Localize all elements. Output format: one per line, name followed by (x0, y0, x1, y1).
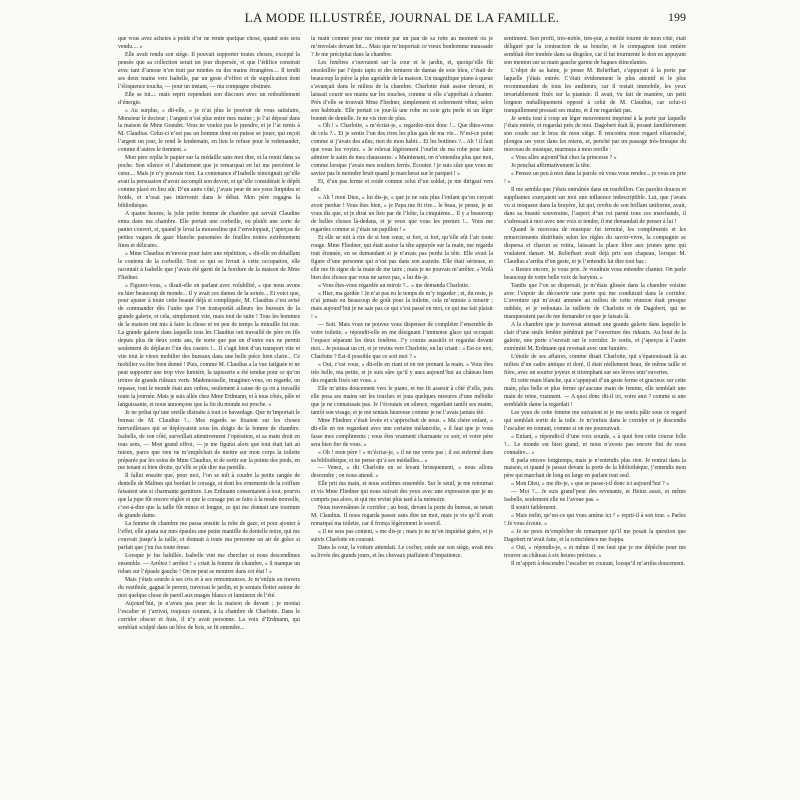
paragraph: — Venez, » dit Charlotte en se levant brusquement, « nous allons descendre ; on nous attend. » (311, 465, 493, 480)
column-left (118, 36, 300, 788)
column-right (504, 36, 686, 788)
paragraph: « Vous êtes-vous regardée au miroir ?... » me demanda Charlotte. (318, 282, 470, 289)
paragraph: Elle prit ma main, et nous sortîmes ensemble. Sur le seuil, je me retournai et vis Mme Fliedner qui nous suivait des yeux avec une expression que je ne compris pas alors, et qui me revint plus tard à la mémoire. (311, 481, 493, 504)
paragraph: « Hier, ma gardée ! Je n’ai pas eu le temps de m’y regarder ; et, du reste, je n’ai jamais eu beaucoup de goût pour la toilette, cela m’ennuie à mourir ; mais aujourd’hui je ne sais pas ce qui s’est passé en moi, ce qui me fait plaisir ! » (311, 290, 493, 321)
paragraph: « Au surplus, » dit-elle, « je n’ai plus le pouvoir de vous satisfaire, Monsieur le docteur ; l’argent n’est plus entre mes mains ; je l’ai déposé dans la maison de Mme Grandet. Vous ne voulez pas le prendre, et je l’ai remis à M. Claudius. Celui-ci n’est pas un homme dont on puisse se jouer, qui reçoit l’argent un jour, le rend le lendemain, en lieu le refuse pour le redemander, comme d’autres le tiennent. » (118, 107, 300, 154)
paragraph: la main comme pour me retenir par un pan de sa robe au moment où je m’envolais devant lui.... Mais que m’importait ce vieux bonhomme maussade ? Je me précipitai dans la chambre. (311, 36, 493, 58)
paragraph: Aujourd’hui, je n’avais pas peur de la maison de devant ; je montai l’escalier et j’arrivai, toujours courant, à la chambre de Charlotte. Dans le corridor obscur et frais, il n’y avait personne. La voix d’Erdmann, qui semblait sculpté dans un bloc de bois, se fit entendre... (118, 600, 300, 631)
paragraph: Elle avait rendu son siége. Il pouvait supporter toutes choses, excepté la pensée que sa collection serait un jour dispersée, et que l’édifice construit avec tant d’amour n’en trait par miettes ou des mains étrangères.... Il tendit ses deux mains vers Isabelle, par un geste d’effroi et de supplication dont l’éloquence toucha, — pour un instant, — ma compagne obstinée. (118, 51, 300, 90)
paragraph: « Je ne peux m’empêcher de remarquer qu’il me posait la question que Dagobert m’avait faite, et la coïncidence me frappa. (504, 529, 686, 544)
page-number: 199 (668, 10, 686, 24)
paragraph: Les yeux de cette femme me suivaient et je me sentis pâlir sous ce regard qui semblait sortir de la toile. Je m’enfuis dans le corridor et je descendis l’escalier en courant, comme si on me poursuivait. (504, 409, 686, 432)
paragraph: « Mais enfin, qu’est-ce qui vous amène ici ? » reprit-il à son tour. « Parlez ! Je vous écoute. » (504, 513, 686, 528)
paragraph: « Enfant, » répondit-il d’une voix sourde, « à quoi bon cette course folle ?... Le monde est bien grand, et nous n’avons pas encore fini de nous connaître... » (504, 433, 686, 456)
paragraph: « Pensez un peu à moi dans la parole où vous vous rendez... je vous en prie ! » (504, 171, 686, 186)
paragraph: « Oh ! mon père ! » m’écriai-je, « il ne me verra pas ; il est enfermé dans sa bibliothèque, et ne pense qu’à ses médailles... » (311, 449, 493, 464)
paragraph: La femme de chambre me passa ensuite la robe de gaze, et pour ajouter à l’effet, elle ajusta sur mes épaules une petite mantille de dentelle noire, qui me couvrait jusqu’à la taille, et donnait à toute ma personne un air de grâce si parfait que j’en fus toute émue. (118, 521, 300, 551)
paragraph: Mais j’étais sourde à ses cris et à ses remontrances. Je m’enfuis au travers du vestibule, gagnai le perron, traversai le jardin, et je sentais flotter autour de moi quelque chose de pareil aux nuages blancs et lumineux de l’été. (118, 576, 300, 599)
paragraph: Quand le morceau de musique fut terminé, les compliments et les remerciements distribués selon les règles du savoir-vivre, la compagnie se dispersa et chacun se retira, laissant la place libre aux jeunes gens qui voulaient danser. M. Reliefbart avait déjà pris son chapeau, lorsque M. Claudius s’arrêta d’un geste, et je l’entendis lui dire tout bas : (504, 226, 686, 265)
paragraph: « Il ne sera pas content, » me dis-je ; mais je ne m’en inquiétai guère, et je suivis Charlotte en courant. (311, 529, 493, 544)
paragraph: Mme Fliedner s’était levée et s’approchait de nous. « Ma chère enfant, » dit-elle en me regardant avec une certaine mélancolie, « il faut que je vous fasse mes compliments ; vous êtes vraiment charmante ce soir, et votre père sera bien fier de vous. » (311, 417, 493, 448)
text-columns (118, 36, 686, 788)
paragraph: Tandis que l’on se dispersait, je m’étais glissée dans la chambre voisine avec l’espoir de découvrir une porte qui me conduirait dans le corridor. L’aventure qui m’avait amenée au milieu de cette réunion était presque oubliée, et je redoutais la raillerie de Charlotte et de Dagobert, qui ne manqueraient pas de me demander ce que je faisais là. (504, 282, 686, 321)
paragraph: Elle se tut.... mais reprit cependant son discours avec un redoublement d’énergie. (118, 91, 300, 106)
paragraph: Elle m’attira doucement vers le piano, et me fit asseoir à côté d’elle, puis elle posa ses mains sur les touches et joua quelques mesures d’une mélodie que je ne connaissais pas. Je l’écoutais en silence, regardant tantôt ses mains, tantôt son visage, et je me sentais heureuse comme je ne l’avais jamais été. (311, 385, 493, 416)
paragraph: « Mon Dieu, » me dis-je, « que se passe-t-il donc ici aujourd’hui ? » (511, 481, 670, 488)
paragraph: Dans la cour, la voiture attendait. Le cocher, raide sur son siège, avait mis sa livrée des grands jours, et les chevaux piaffaient d’impatience. (311, 545, 493, 559)
paragraph: L’étoile de ses affaires, comme disait Charlotte, qui s’épanouissait là au milieu d’un cadre antique et doré, il était réellement beau, de même taille et fière, avec un sourire joyeux et triomphant sur ses lèvres entr’ouvertes. (504, 354, 686, 377)
paragraph: L’objet de sa haine, je pense M. Reliefbart, s’appuyait à la porte par laquelle j’étais entrée. C’était évidemment le plus attentif et le plus recommandant de tous les auditeurs, car il restait immobile, les yeux invariablement fixés sur la pianiste. Il avait, vu fait de manière, un petit lorgnon métalliquement opposé à celui de M. Claudius, car celui-ci tranquillement pressait ses mains, et il ne regardait pas. (504, 67, 686, 114)
paragraph: A la chambre que je traversai attenait une grande galerie dans laquelle le clair d’une seule fenêtre pénétrait par l’ouverture des rideaux. Au bout de la galerie, une porte s’ouvrait sur le corridor. Je sortis, et j’aperçus à l’autre extrémité M. Erdmann qui revenait avec une lumière. (504, 322, 686, 353)
running-head (118, 10, 686, 28)
paragraph: sentiment. Son profil, très-noble, très-pur, à moitié tourné de mon côté, était déliguré par la contraction de sa bouche, et le compagnon tout entière semblait être tombée dans sa disgrâce, car il fut tourmenté le don en appuyant son menton sur sa main gauche garnie de bagues étincelantes. (504, 36, 686, 66)
paragraph: Je penchai affirmativement la tête. (511, 163, 591, 170)
paragraph: Lorsque je fus habillée, Isabelle vint me chercher et nous descendîmes ensemble. — Arrêtez ! arrêtez ! » criait la femme de chambre, « il manque un ruban sur l’épaule gauche ! On ne peut se montrer dans cet état ! » (118, 552, 300, 575)
paragraph: — Soit. Mais vous ne pouvez vous dispenser de compléter l’ensemble de votre toilette, » répondit-elle en me désignant l’immense glace qui occupait l’espace séparant les deux fenêtres. J’y courus aussitôt et regardai devant moi... Je poussai un cri, et je revins vers Charlotte, en lui criant : « Est-ce moi, Charlotte ? Est-il possible que ce soit moi ? » (311, 322, 493, 361)
paragraph: « Oui, c’est vous, » dit-elle en riant et en me prenant la main. « Vous êtes très belle, ma petite, et je suis sûre qu’il y aura aujourd’hui au château bien des regards fixés sur vous. » (311, 362, 493, 384)
paragraph: « Oh ! » Charlotte, » m’écriai-je, « regardez-moi donc !... Que dites-vous de cela ?... Et je sentis l’un des rires les plus gais de ma vie... N’est-ce point comme si j’avais des ailes, rien de mon habit... Et les bottines ?... Ah ! il faut que vous les voyiez. » Je relevai légèrement l’ourlet de ma robe pour faire admirer le satin de mes chaussures. « Maintenant, on n’entendra plus que moi, comme lorsque j’avais mes souliers ferrés. Écoutez ! je suis sûre que vous ne saviez pas le moindre bruit quand je marcherai sur le parquet ! » (311, 123, 493, 178)
paragraph: Il parla encore longtemps, mais je n’entendis plus rien. Je rentrai dans la maison, et quand je passai devant la porte de la bibliothèque, j’entendis mon père qui marchait de long en large en parlant tout seul. (504, 457, 686, 480)
paragraph: Je ne prêtai qu’une oreille distraite à tout ce bavardage. Que m’importait le bureau de M. Claudius ?... Mes regards se fixaient sur les choses merveilleuses qui se déployaient sous les doigts de la femme de chambre. Isabelle, de son côté, surveillait attentivement l’opération, et sa main droit en tous sens, — Mon grand effroi, — je me figurai alors que tout était fait au mieux, parce que rien ne m’empêchait de mettre sur mon corps la toilette préparée par les soins de Mme Claudius, et de sortir sur la pointe des pieds, en me tenant si bien droite, qu’elle se pût dire ma pareille. (118, 409, 300, 472)
paragraph: Il m’apprit à descendre l’escalier en courant, lorsqu’il m’arrêta doucement. (511, 560, 685, 567)
column-middle (311, 36, 493, 788)
paragraph: « Restez encore, je vous prie. Je voudrais vous entendre chanter. On parle beaucoup de votre belle voix de baryton. » (504, 266, 686, 281)
paragraph: Mon père replia le papier sur la médaille sans mot dire, et la remit dans sa poche. Son silence et l’abattement que je remarquai en lui me percèrent le cœur.... Mais je n’y pouvais rien. La contenance d’Isabelle témoignait qu’elle avait la persuasion d’avoir accompli son devoir, et qu’elle considérait le dépôt comme placé en lieu sûr. D’un autre côté, j’avais peur de ses yeux limpides et froids, et n’osai pas intervenir dans le débat. Mon père regagna la bibliothèque. (118, 155, 300, 210)
paragraph: « Vous allez aujourd’hui chez la princesse ? » (511, 155, 617, 162)
paragraph: A quatre heures, la jolie petite femme de chambre qui servait Claudine entra dans ma chambre. Elle portait une corbeille, ou plutôt une sorte de panier couvert, et, quand je levai la mousseline qui l’enveloppait, j’aperçus de petites vagues de gaze blanche parsemées de feuilles noires extrêmement fines et délicates. (118, 210, 300, 249)
paragraph: « Oui, » répondis-je, « et même il me faut que je me dépêche pour me trouver au château à six heures précises. » (504, 545, 686, 559)
paragraph: « Mme Claudius m’envoie pour faire une répétition, » dit-elle en détaillant le contenu de la corbeille. Tout ce qui se livrait à cette occupation, elle racontait à Isabelle que j’avais été garni de la bordure de la maison de Mme Fliedner. (118, 250, 300, 281)
paragraph: que vous avez achetés à poids d’or ne rende quelque chose, quand sois sera vendu.... » (118, 36, 300, 50)
paragraph: Il me sembla que j’étais entraînée dans un tourbillon. Ces paroles douces et suppliantes exerçaient sur moi une influence indescriptible. Lui, que j’avais vu si moqueur dans la bruyère, lui qui, revêtu de son brillant uniforme, avait, dans sa beauté souveraine, l’aspect d’un roi parmi tous ces marchands, il s’adressait à moi avec une voix si tendre, il me demandait de penser à lui ! (504, 187, 686, 225)
paragraph: Et, d’un pas ferme et roide comme celui d’un soldat, je me dirigeai vers elle. (311, 179, 493, 194)
paragraph: Nous traversâmes le corridor ; au bout, devant la porte du bureau, se tenait M. Claudius. Il nous regarda passer sans dire un mot, mais je vis qu’il avait remarqué ma toilette, car il fronça légèrement le sourcil. (311, 505, 493, 528)
paragraph: Il sourit faiblement. (511, 505, 557, 512)
paragraph: Et cette main blanche, qui s’appuyait d’un geste ferme et gracieux sur cette main, plus belle et plus ferme qu’aucune main de femme, elle semblait une main de reine, vraiment. — A quoi donc dit-il ici, votre ami ? comme si une semblable dame la regardait ! (504, 377, 686, 408)
paragraph: — Moi ?... Je suis grand’peur des revenants, et Heinz aussi, et même Isabelle, seulement elle ne l’avoue pas. » (504, 489, 686, 504)
paragraph: Il fallut ensuite que, pour moi, l’on se mît à coudre la petite rangée de dentelle de Malines qui bordait le corsage, et dont les ornements de la coiffure faisaient une si charmante garniture. Les Erdmann consentaient à tout, pourvu que la jupe fût encore réglée et que le corsage put se faire à la mode nouvelle, c’est-à-dire que la taille fût mince et longue, ce qui me donnait une tournure de grande dame. (118, 473, 300, 520)
paragraph: Je sentis tout à coup un léger mouvement imprimé à la porte par laquelle j’étais entrée, et regardai près de moi. Dagobert était là, posant familièrement son coude sur le bras de mon siège. Il rencontra mon regard effarouché, plongea ses yeux dans les miens, et, penché par un passage très-brusque du morceau de musique, murmura à mon oreille : (504, 115, 686, 154)
paragraph: Et elle se mit à rire de si bon cœur, si fort, si fort, qu’elle eût l’air toute rouge. Mme Fliedner, qui était assise la tête appuyée sur la main, me regarda tout étonnée, en se demandant si je n’avais pas perdu la tête. Elle avait la figure d’une personne qui n’est pas dans son assiette. Elle était sérieuse, et elle me fit signe de la main de me taire ; mais je ne pouvais m’arrêter. « Voilà bien des choses que vous ne savez pas, » lui dis-je. (311, 234, 493, 281)
journal-title: LA MODE ILLUSTRÉE, JOURNAL DE LA FAMILLE. (244, 10, 560, 25)
paragraph: « Figurez-vous, » disait-elle en parlant avec volubilité, « que nous avons eu hier beaucoup de monde... Il y avait ces dames de la soirée... Et voici que, pour ajuster à toute cette beauté déjà si compliquée, M. Claudius s’est avisé de commander dès l’aube que l’on transportât ailleurs les bureaux de la grande galerie, et cela, simplement vite, mais tout de suite ! Tous les hommes de la maison ont mis à faire la chose et en peu de temps la muraille fut nue. La grande galerie dans laquelle tous les Claudius ont travaillé de père en fils depuis plus de deux cents ans, de sorte que pas un d’entre eux ne permit seulement de déplacer l’un des casiers !... Il s’agit bien d’un transport vite et vite tout le vieux mobilier des bureaux dans une belle pièce bien claire... Ce mobilier va être bien donné ! Puis, comme M. Claudius a la vue fatiguée et ne peut supporter une trop vive lumière, la tapisserie a été tendue pour ce qu’on trouve de grands rideaux verts. Mademoiselle, imaginez-vous, on regarde, on repasse, tout le monde était aux ordres, seulement à cause de ça on a travaillé toute la journée. Mais je suis allée chez Mme Erdmann, et à tous côtés, pâle et languissante, et nous annonçons que la fin du monde est proche. » (118, 282, 300, 408)
paragraph: « Ah ! mon Dieu, » lui dis-je, « que je ne suis plus l’enfant qu’on croyait avoir perdue ! Vous êtes bien, » je Papa me fit rire... le beau, je pense, je ne vous dis que, et je dirai un lieu par de l’hôte, la cinquième... Il y a beaucoup de belles choses là-dedans, et je veux que vous les preniez !... Vous me regardez comme si j’étais un papillon ! » (311, 195, 493, 233)
paragraph: Les fenêtres s’ouvraient sur la cour et le jardin, et, quoiqu’elle fût ensoleillée par l’épais tapis et des tentures de damas de soie bleu, c’était de beaucoup la pièce la plus agréable de la maison. Un magnifique piano à queue s’avançait dans le milieu de la chambre. Charlotte était assise devant, et laissait courir ses mains sur les touches, comme si elle s’apprêtait à chanter. Près d’elle se trouvait Mme Fliedner, simplement et sobrement vêtue, selon son habitude. Elle portait ce jour-là une robe en soie gris perle et un léger bonnet de dentelle. Je ne vis rien de plus. (311, 59, 493, 122)
